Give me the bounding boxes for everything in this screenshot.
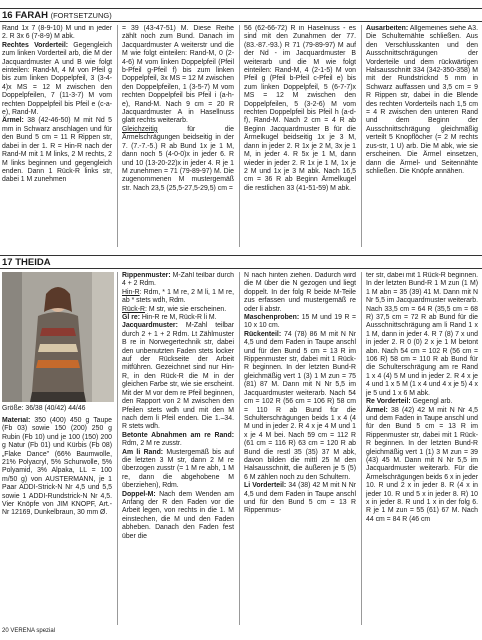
column-divider	[361, 272, 362, 625]
section-header-theida	[0, 255, 482, 269]
paragraph-text: Rdm, 2 M re zusstr.	[122, 440, 182, 448]
paragraph-text: 74 (78) 86 M mit N Nr 4,5 und dem Faden in Taupe anschl und für den Bund 5 cm = 13 R im Rippenmuster str, dabei mit 1 Rück-R beginnen. In der letzten Bund-R gleichmäßig vert 1 (3) 1 M zun = 75 (81) 87 M. Dann mit N Nr 5,5 im Jacquardmuster weiterarb. Nach 54 cm = 102 R (56 cm = 106 R) 58 cm = 110 R ab Bund für die Schulterschrägungen beids 1 x 4 (4 M und in jeder 2. R 4 x je 4 M und 1 x je 4 M bei. Nach 59 cm = 112 R (61 cm = 116 R) 63 cm = 120 R ab Bund die restl 35 (35) 37 M abk, davon bilden die mittl 25 M den Halsausschnitt, die äußeren je 5 (5) 6 M zählen noch zu den Schultern.	[244, 330, 356, 481]
paragraph-text: Nach dem Wenden am Anfang der R den Faden vor die Arbeit legen, von rechts in die 1. M einstechen, die M und den Faden abheben. Danach den Faden fest über die	[122, 490, 234, 540]
paragraph	[122, 432, 234, 449]
paragraph-heading: Material:	[2, 417, 31, 424]
paragraph	[122, 314, 234, 322]
paragraph	[122, 25, 234, 126]
underlined-term: Gleichzeitig	[122, 125, 158, 133]
paragraph	[122, 306, 234, 314]
paragraph	[122, 449, 234, 491]
paragraph	[244, 482, 356, 516]
paragraph	[244, 272, 356, 314]
farah-column-4	[366, 25, 478, 247]
paragraph-text: 38 (42) 42 M mit N Nr 4,5 und dem Faden in Taupe anschl und für den Bund 5 cm = 13 R im Rippenmuster str, dabei mit 1 Rück-R beginnen. In der letzten Bund-R gleichmäßig vert 1 (1) 3 M zun = 39 (43) 45 M. Dann mit N Nr 5,5 im Jacquardmuster weiterarb. Für die Ärmelschrägungen beids 6 x in jeder 10. R und 2 x in jeder 8. R (4 x in jeder 10. R und 5 x in jeder 8. R) 10 x in jeder 8. R und 1 x in der folg 6. R je 1 M zun = 55 (61) 67 M. Nach 44 cm = 84 R (46 cm	[366, 406, 478, 523]
paragraph-text: 350 (400) 450 g Taupe (Fb 03) sowie 150 (200) 250 g Rubin (Fb 10) und je 100 (150) 200 g Natur (Fb 01) und Kürbis (Fb 08) „Flake Dance" (66% Baumwolle, 21% Polyacryl, 5% Schurwolle, 5% Polyamid, 3% Alpaka, LL = 100 m/50 g) von AUSTERMANN, je 1 Paar ADDI-Strick-N Nr 4,5 und 5,5 sowie 1 ADDI-Rundstrick-N Nr 4,5. Vier Knöpfe von JIM KNOPF, Art.-Nr 12169, Dunkelbraun, 30 mm Ø.	[2, 417, 112, 517]
paragraph-text: für die Ärmelschrägungen beidseitig in der 7. (7.-7.-5.) R ab Bund 1x je 1 M, dann noch 5 (4-0-0)x in jeder 6. R und 10 (13-20-22)x in jeder 4. R je 1 M zunehmen = 71 (79-89-97) M. Die zugenommenen M mustergemäß str. Nach 23,5 (25,5-27,5-29,5) cm =	[122, 125, 234, 192]
paragraph	[366, 25, 478, 176]
theida-column-3	[244, 272, 356, 625]
theida-column-1	[2, 417, 112, 625]
column-divider	[117, 25, 118, 247]
paragraph-heading: Re Vorderteil:	[366, 398, 411, 406]
paragraph-heading: Ärmel:	[366, 406, 388, 414]
section-title: THEIDA	[15, 257, 51, 268]
paragraph-text: Gegengleich zum linken Vorderteil arb, die M der Jacquardmuster A und B wie folgt einteilen: Rand-M, 4 M von Pfeil g bis zum linken Doppelpfeil, 3 (3-4-4)x MS = 12 M zwischen den Doppelpfeilen, 7 (11-3-7) M vom rechten Doppelpfeil bis Pfeil e (c-a-e), Rand-M.	[2, 41, 112, 117]
paragraph-text: Hin-R re M, Rück-R li M.	[140, 314, 217, 322]
size-caption: Größe: 36/38 (40/42) 44/46	[2, 405, 86, 412]
paragraph-text: : Rdm, * 1 M re, 2 M li, 1 M re, ab * stets wdh, Rdm.	[122, 288, 234, 305]
paragraph-text: Rand 1x 7 (8-9-10) M und in jeder 2. R 3x 6 (7-8-9) M abk.	[2, 25, 112, 41]
paragraph	[366, 407, 478, 525]
paragraph	[244, 331, 356, 482]
section-number: 16	[2, 10, 13, 21]
section-number: 17	[2, 257, 13, 268]
paragraph-heading: Maschenproben:	[244, 314, 300, 322]
paragraph	[122, 126, 234, 193]
farah-column-3	[244, 25, 356, 247]
column-divider	[361, 25, 362, 247]
paragraph-text: 34 (38) 42 M mit N Nr 4,5 und dem Faden in Taupe anschl und für den Bund 5 cm = 13 R Rippenmus-	[244, 482, 356, 515]
paragraph	[244, 314, 356, 331]
column-divider	[239, 25, 240, 247]
paragraph-heading: Gl re:	[122, 314, 140, 322]
paragraph-text: : M str, wie sie erscheinen.	[144, 305, 227, 313]
paragraph-text: N nach hinten ziehen. Dadurch wird die M über die N gezogen und liegt doppelt. In der folg R beide M-Teile zus erfassen und mustergemäß re oder li abstr.	[244, 272, 356, 313]
paragraph	[122, 289, 234, 306]
model-photo-illustration	[2, 272, 114, 402]
farah-column-2	[122, 25, 234, 247]
paragraph-text: ter str, dabei mit 1 Rück-R beginnen. In der letzten Bund-R 1 M zun (1 M) 1 M abn = 35 (39) 41 M. Dann mit N Nr 5,5 im Jacquardmuster weiterarb. Nach 33,5 cm = 64 R (35,5 cm = 68 R) 37,5 cm = 72 R ab Bund für die Ausschnittschrägung am li Rand 1 x 1 M, dann in jeder 4. R 7 (8) 7 x und in jeder 2. R 0 (0) 2 x je 1 M betont abn. Nach 54 cm = 102 R (56 cm = 106 R) 58 cm = 110 R ab Bund für die Schulterschrägung am re Rand 1 x 4 (4) 5 M und in jeder 2. R 4 x je 4 und 1 x 5 M (1 x 4 und 4 x je 5) 4 x je 5 und 1 x 6 M abk.	[366, 272, 478, 397]
paragraph	[2, 25, 112, 42]
paragraph	[2, 417, 112, 518]
paragraph-heading: Li Vorderteil:	[244, 482, 287, 490]
paragraph-text: Allgemeines siehe A3. Die Schulternähte schließen. Aus den Verschlusskanten und den Ausschnittschrägungen der Vorderteile und dem rückwärtigen Halsausschnitt 334 (342-350-358) M mit der Rundstricknd 5 mm in Schwarz auffassen und 3,5 cm = 9 R Rippen str, dabei in die Blende des rechten Vorderteils nach 1,5 cm = 4 R zwischen den unteren Rand und dem Beginn der Ausschnittschrägung gleichmäßig verteilt 5 Knopflöcher (= 2 M rechts zus-str, 1 U) arb. Die M abk, wie sie erscheinen. Die Ärmel einsetzen, dann die Ärmel- und Seitennähte schließen. Die Knöpfe annähen.	[366, 25, 478, 175]
paragraph-text: 56 (62-66-72) R in Haselnuss - es sind mit den Zunahmen der 77. (83.-87.-93.) R 71 (79-89-97) M auf der Nd - im Jacquardmuster B weiterarb und die M wie folgt einteilen: Rand-M, 4 (2-1-5) M von Pfeil g (Pfeil b-Pfeil c-Pfeil e) bis zum linken Doppelpfeil, 5 (6-7-7)x MS = 12 M zwischen den Doppelpfeilen, 5 (3-2-6) M vom rechten Doppelpfeil bis Pfeil h (a-d-f), Rand-M. Nach 2 cm = 4 R ab Beginn Jacquardmuster B für die Ärmelkugel beidseitig 1x je 3 M, dann in jeder 2. R 1x je 2 M, 3x je 1 M, in jeder 4. R 5x je 1 M, dann wieder in jeder 2. R 1x je 1 M, 1x je 2 M und 1x je 3 M abk. Nach 16,5 cm = 36 R ab Beginn Ärmelkugel die restlichen 33 (41-51-59) M abk.	[244, 25, 356, 192]
paragraph	[366, 398, 478, 406]
paragraph-text: = 39 (43-47-51) M. Diese Reihe zählt noch zum Bund. Danach im Jacquardmuster A weiterstr und die M wie folgt einteilen: Rand-M, 0 (2-4-6) M vom linken Doppelpfeil (Pfeil b-Pfeil g-Pfeil f) bis zum linken Doppelpfeil, 3x MS = 12 M zwischen den Doppelpfeilen, 1 (3-5-7) M vom rechten Doppelpfeil bis Pfeil i (a-h-e), Rand-M. Nach 9 cm = 20 R Jacquardmuster A in Hasellnuss glatt rechts weiterarb.	[122, 25, 234, 125]
paragraph-text: M-Zahl teilbar durch 2 + 1 + 2 Rdm. Lt Zählmuster B re in Norwegertechnik str, dabei den unbenutzten Faden stets locker auf der Rückseite der Arbeit mitführen. Gezeichnet sind nur Hin-R, in den Rück-R die M in der gleichen Farbe str, wie sie erscheint. Mit der M vor dem re Pfeil beginnen, den Rapport von 2 M zwischen den Pfeilen stets wdh und mit den M nach dem li Pfeil enden. Die 1.–34. R stets wdh.	[122, 322, 234, 431]
underlined-term: Hin-R	[122, 288, 140, 296]
section-title: FARAH	[15, 10, 48, 21]
paragraph	[2, 42, 112, 118]
column-divider	[239, 272, 240, 625]
paragraph-text: M-Zahl teilbar durch 4 + 2 Rdm.	[122, 272, 234, 288]
paragraph-text: 15 M und 19 R = 10 x 10 cm.	[244, 314, 356, 330]
paragraph-heading: Rechtes Vorderteil:	[2, 41, 69, 49]
paragraph-heading: Betonte Abnahmen am re Rand:	[122, 431, 234, 439]
paragraph	[2, 117, 112, 184]
page-footer: 20 VERENA spezial	[2, 628, 56, 634]
paragraph	[244, 25, 356, 193]
paragraph-heading: Ärmel:	[2, 117, 24, 125]
underlined-term: Rück-R	[122, 305, 145, 313]
paragraph-text: 38 (42-46-50) M mit Nd 5 mm in Schwarz anschlagen und für den Bund 5 cm = 11 R Rippen str, dabei in der 1. R = Hin-R nach der Rand-M mit 1 M links, 2 M rechts, 2 M links beginnen und gegengleich enden. Dann 1 Rück-R links str, dabei 1 M zunehmen	[2, 117, 112, 184]
paragraph-text: Mustergemäß bis auf die letzten 3 M str, dann 2 M re überzogen zusstr (= 1 M re abh, 1 M re, dann die abgehobene M überziehen), Rdm.	[122, 448, 234, 490]
theida-column-4	[366, 272, 478, 625]
paragraph	[122, 322, 234, 431]
section-header-farah	[0, 8, 482, 22]
farah-column-1	[2, 25, 112, 247]
paragraph	[366, 272, 478, 398]
paragraph-heading: Jacquardmuster:	[122, 322, 178, 330]
paragraph-text: Gegengl arb.	[410, 398, 453, 406]
paragraph-heading: Am li Rand:	[122, 448, 164, 456]
model-photo	[2, 272, 114, 402]
paragraph	[122, 491, 234, 541]
paragraph-heading: Rippenmuster:	[122, 272, 171, 279]
section-subtitle: (FORTSETZUNG)	[50, 11, 112, 20]
paragraph-heading: Ausarbeiten:	[366, 25, 409, 32]
column-divider	[117, 272, 118, 625]
theida-column-2	[122, 272, 234, 625]
paragraph-heading: Doppel-M:	[122, 490, 156, 498]
paragraph	[122, 272, 234, 289]
paragraph-heading: Rückenteil:	[244, 330, 282, 338]
